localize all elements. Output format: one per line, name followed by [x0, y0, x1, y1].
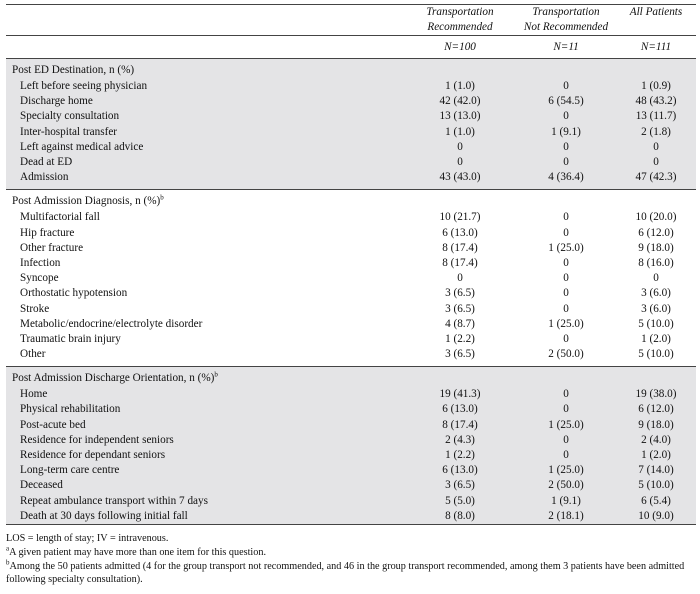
row-label: Death at 30 days following initial fall	[6, 509, 404, 525]
table-row	[6, 226, 696, 241]
row-label: Admission	[6, 170, 404, 185]
row-label: Orthostatic hypotension	[20, 287, 128, 300]
value-all: 48 (43.2)	[616, 94, 696, 109]
value-all: 1 (2.0)	[616, 448, 696, 463]
value-not-recommended: 0	[516, 387, 616, 402]
row-label: Residence for dependant seniors	[6, 448, 404, 463]
value-all: 13 (11.7)	[616, 109, 696, 124]
row-label: Deceased	[6, 478, 404, 493]
table-row	[6, 301, 696, 316]
row-label: Residence for independent seniors	[6, 433, 404, 448]
value-all: 7 (14.0)	[616, 463, 696, 478]
value-not-recommended: 0	[516, 79, 616, 94]
value-not-recommended: 6 (54.5)	[516, 94, 616, 109]
table-body	[6, 59, 696, 525]
value-not-recommended: 1 (9.1)	[516, 125, 616, 140]
value-recommended: 6 (13.0)	[442, 226, 478, 239]
value-all: 3 (6.0)	[641, 302, 671, 315]
value-recommended: 5 (5.0)	[404, 494, 516, 509]
value-recommended: 3 (6.5)	[404, 478, 516, 493]
value-not-recommended: 0	[563, 272, 569, 285]
table-row	[6, 125, 696, 140]
sample-size-row	[6, 36, 696, 59]
column-header-row	[6, 5, 696, 36]
n-recommended: N=100	[404, 36, 516, 59]
row-label: Left against medical advice	[6, 140, 404, 155]
table-row	[6, 317, 696, 332]
table-row	[6, 256, 696, 271]
table-row	[6, 94, 696, 109]
value-recommended: 8 (17.4)	[404, 418, 516, 433]
value-not-recommended: 4 (36.4)	[516, 170, 616, 185]
table-row	[6, 140, 696, 155]
footnote-a: $^a$A given patient may have more than one item for this question.	[6, 544, 266, 558]
value-recommended: 19 (41.3)	[404, 387, 516, 402]
row-label: Traumatic brain injury	[20, 332, 121, 345]
value-not-recommended: 0	[516, 433, 616, 448]
value-recommended: 8 (17.4)	[442, 256, 478, 269]
section-header	[6, 367, 696, 387]
table-row	[6, 271, 696, 286]
value-not-recommended: 0	[563, 211, 569, 224]
value-recommended: 1 (2.2)	[404, 448, 516, 463]
value-not-recommended: 0	[516, 402, 616, 417]
value-not-recommended: 0	[516, 155, 616, 170]
footnote-b: $^b$Among the 50 patients admitted (4 for the group transport not recommended, and 46 in the group transport recommended, among them 3 patients have been admitted following specialty consultation).	[6, 558, 685, 586]
table-row	[6, 210, 696, 225]
value-recommended: 13 (13.0)	[404, 109, 516, 124]
value-not-recommended: 1 (25.0)	[516, 463, 616, 478]
value-recommended: 42 (42.0)	[404, 94, 516, 109]
value-all: 10 (9.0)	[616, 509, 696, 525]
value-recommended: 43 (43.0)	[404, 170, 516, 185]
value-not-recommended: 0	[516, 109, 616, 124]
value-all: 0	[653, 272, 659, 285]
value-not-recommended: 1 (25.0)	[516, 418, 616, 433]
section-header	[6, 190, 696, 210]
value-recommended: 1 (2.2)	[445, 332, 475, 345]
value-not-recommended: 1 (25.0)	[548, 317, 584, 330]
value-all: 47 (42.3)	[616, 170, 696, 185]
table-row	[6, 170, 696, 185]
row-label: Dead at ED	[6, 155, 404, 170]
row-label: Multifactorial fall	[20, 211, 100, 224]
row-label: Syncope	[20, 272, 59, 285]
value-not-recommended: 0	[563, 332, 569, 345]
row-label: Other fracture	[20, 241, 84, 254]
value-recommended: 3 (6.5)	[445, 348, 475, 361]
value-recommended: 0	[457, 272, 463, 285]
value-recommended: 10 (21.7)	[439, 211, 481, 224]
value-not-recommended: 1 (9.1)	[516, 494, 616, 509]
table-row	[6, 387, 696, 402]
value-all: 2 (1.8)	[616, 125, 696, 140]
results-table	[6, 4, 696, 525]
n-not-recommended: N=11	[516, 36, 616, 59]
row-label: Inter-hospital transfer	[6, 125, 404, 140]
row-label: Repeat ambulance transport within 7 days	[6, 494, 404, 509]
value-all: 5 (10.0)	[638, 317, 674, 330]
value-all: 5 (10.0)	[616, 478, 696, 493]
value-not-recommended: 0	[516, 140, 616, 155]
row-label: Infection	[20, 256, 61, 269]
value-not-recommended: 0	[516, 448, 616, 463]
footnotes	[6, 532, 696, 587]
value-all: 1 (0.9)	[616, 79, 696, 94]
value-all: 10 (20.0)	[635, 211, 677, 224]
value-all: 0	[616, 155, 696, 170]
row-label: Left before seeing physician	[6, 79, 404, 94]
table-row	[6, 509, 696, 525]
value-all: 1 (2.0)	[641, 332, 671, 345]
table-row	[6, 347, 696, 362]
value-all: 9 (18.0)	[616, 418, 696, 433]
row-label: Stroke	[20, 302, 50, 315]
value-not-recommended: 0	[563, 226, 569, 239]
row-label: Post-acute bed	[6, 418, 404, 433]
value-not-recommended: 0	[563, 256, 569, 269]
value-all: 19 (38.0)	[616, 387, 696, 402]
value-recommended: 8 (17.4)	[442, 241, 478, 254]
value-all: 0	[616, 140, 696, 155]
section-title: Post Admission Diagnosis, n (%)$^b$	[12, 193, 164, 208]
value-recommended: 3 (6.5)	[445, 302, 475, 315]
section-title: Post Admission Discharge Orientation, n (%)$^b$	[6, 367, 404, 387]
table-row	[6, 332, 696, 347]
table-row	[6, 463, 696, 478]
value-all: 9 (18.0)	[638, 241, 674, 254]
value-recommended: 0	[404, 140, 516, 155]
row-label: Metabolic/endocrine/electrolyte disorder	[20, 317, 203, 330]
value-recommended: 6 (13.0)	[404, 402, 516, 417]
value-all: 6 (5.4)	[616, 494, 696, 509]
value-not-recommended: 1 (25.0)	[548, 241, 584, 254]
row-label: Hip fracture	[20, 226, 75, 239]
table-row	[6, 286, 696, 301]
row-label: Discharge home	[6, 94, 404, 109]
table-row	[6, 494, 696, 509]
value-all: 6 (12.0)	[638, 226, 674, 239]
n-all: N=111	[616, 36, 696, 59]
row-label: Physical rehabilitation	[6, 402, 404, 417]
section-title: Post ED Destination, n (%)	[6, 59, 404, 80]
header-transport-recommended: Transportation Recommended	[404, 5, 516, 36]
value-not-recommended: 2 (50.0)	[548, 348, 584, 361]
row-label: Long-term care centre	[6, 463, 404, 478]
value-all: 8 (16.0)	[638, 256, 674, 269]
table-row	[6, 241, 696, 256]
value-recommended: 2 (4.3)	[404, 433, 516, 448]
value-recommended: 4 (8.7)	[445, 317, 475, 330]
value-recommended: 8 (8.0)	[404, 509, 516, 525]
value-not-recommended: 0	[563, 302, 569, 315]
value-not-recommended: 0	[563, 287, 569, 300]
header-blank-cell	[6, 5, 404, 36]
table-row	[6, 109, 696, 124]
table-row	[6, 418, 696, 433]
value-recommended: 0	[404, 155, 516, 170]
value-recommended: 1 (1.0)	[404, 79, 516, 94]
row-label: Home	[6, 387, 404, 402]
value-recommended: 6 (13.0)	[404, 463, 516, 478]
value-all: 5 (10.0)	[638, 348, 674, 361]
value-all: 6 (12.0)	[616, 402, 696, 417]
header-all-patients: All Patients	[616, 5, 696, 36]
footnote-abbreviations: LOS = length of stay; IV = intravenous.	[6, 533, 169, 544]
value-recommended: 3 (6.5)	[445, 287, 475, 300]
value-all: 3 (6.0)	[641, 287, 671, 300]
value-recommended: 1 (1.0)	[404, 125, 516, 140]
value-not-recommended: 2 (18.1)	[516, 509, 616, 525]
value-all: 2 (4.0)	[616, 433, 696, 448]
header-transport-not-recommended: Transportation Not Recommended	[516, 5, 616, 36]
table-row	[6, 478, 696, 493]
table-row	[6, 448, 696, 463]
value-not-recommended: 2 (50.0)	[516, 478, 616, 493]
table-row	[6, 155, 696, 170]
table-row	[6, 79, 696, 94]
row-label: Specialty consultation	[6, 109, 404, 124]
table-row	[6, 433, 696, 448]
table-row	[6, 402, 696, 417]
section-header	[6, 59, 696, 80]
row-label: Other	[20, 348, 46, 361]
